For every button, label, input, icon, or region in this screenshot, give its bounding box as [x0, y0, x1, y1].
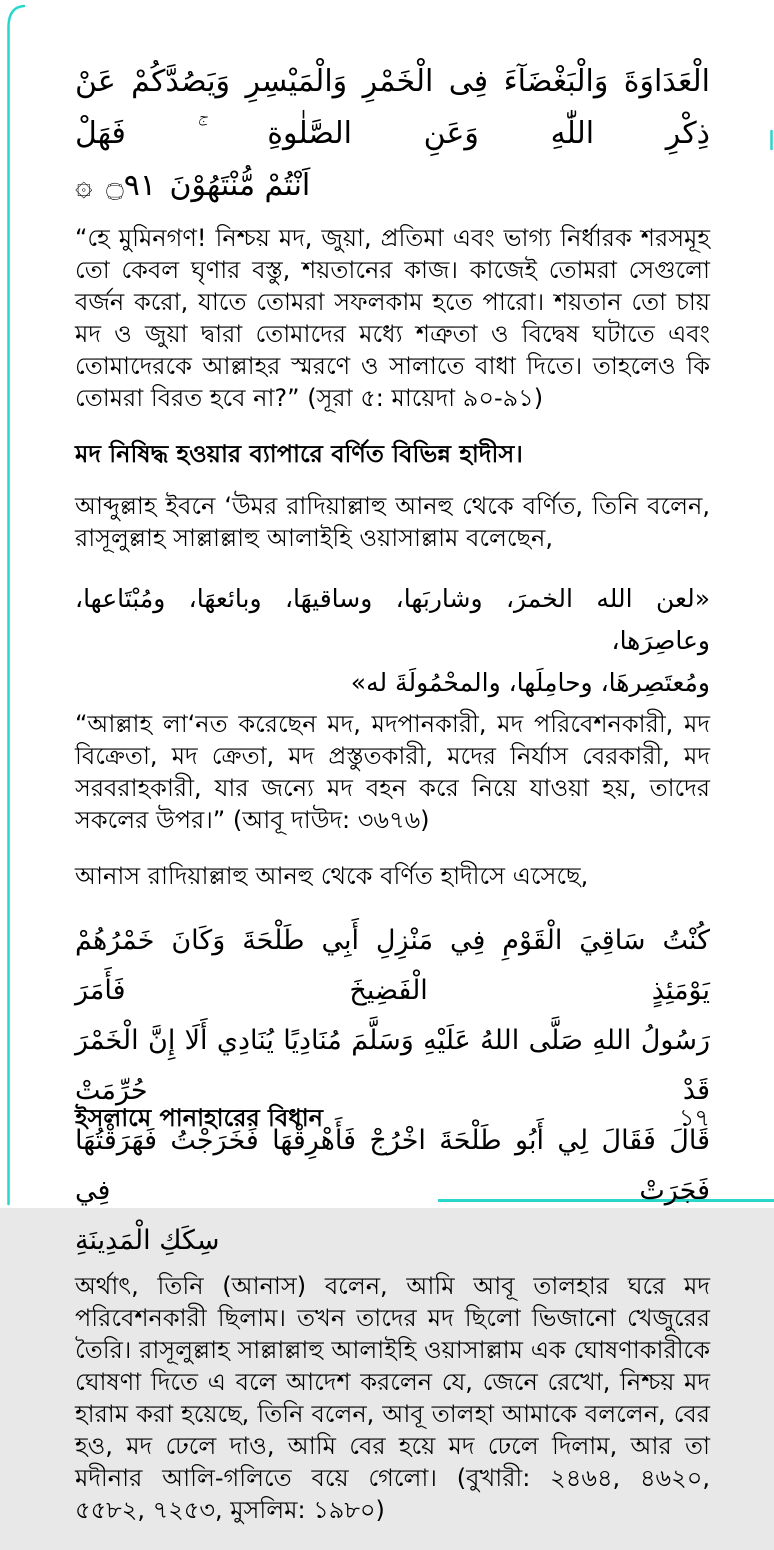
hadith2-narrator-intro: আনাস রাদিয়াল্লাহু আনহু থেকে বর্ণিত হাদীসে এসেছে, — [75, 861, 589, 890]
hadith2-translation: অর্থাৎ, তিনি (আনাস) বলেন, আমি আবূ তালহার ঘরে মদ পরিবেশনকারী ছিলাম। তখন তাদের মদ ছিলো ভিজানো খেজুরের তৈরি। রাসূলুল্লাহ সাল্লাল্লাহু আলাইহি ওয়াসাল্লাম এক ঘোষণাকারীকে ঘোষণা দিতে এ বলে আদেশ করলেন যে, জেনে রেখো, নিশ্চয় মদ হারাম করা হয়েছে, তিনি বলেন, আবূ তালহা আমাকে বললেন, বের হও, মদ ঢেলে দাও, আমি বের হয়ে মদ ঢেলে দিলাম, আর তা মদীনার আলি-গলিতে বয়ে গেলো। (বুখারী: ২৪৬৪, ৪৬২০, ৫৫৮২, ৭২৫৩, মুসলিম: ১৯৮০) — [75, 1271, 710, 1524]
hadith1-arabic-line-1: «لعن الله الخمرَ، وشاربَها، وساقيهَا، وبائعهَا، ومُبْتَاعها، وعاصِرَها، — [75, 583, 710, 655]
quran-arabic-line-1: الْعَدَاوَةَ وَالْبَغْضَآءَ فِى الْخَمْرِ وَالْمَيْسِرِ وَيَصُدَّكُمْ عَنْ ذِكْرِ اللّٰهِ وَعَنِ الصَّلٰوةِ ۚ فَهَلْ — [75, 64, 710, 151]
hadith1-arabic-line-2: ومُعتَصِرهَا، وحامِلَها، والمحْمُولَةَ له» — [350, 667, 710, 697]
page-number: ১৭ — [678, 1104, 710, 1132]
hadith1-narrator-intro: আব্দুল্লাহ ইবনে ‘উমর রাদিয়াল্লাহু আনহু থেকে বর্ণিত, তিনি বলেন, রাসূলুল্লাহ সাল্লাল্লাহু আলাইহি ওয়াসাল্লাম বলেছেন, — [75, 491, 710, 552]
quran-translation: “হে মুমিনগণ! নিশ্চয় মদ, জুয়া, প্রতিমা এবং ভাগ্য নির্ধারক শরসমূহ তো কেবল ঘৃণার বস্তু, শয়তানের কাজ। কাজেই তোমরা সেগুলো বর্জন করো, যাতে তোমরা সফলকাম হতে পারো। শয়তান তো চায় মদ ও জুয়া দ্বারা তোমাদের মধ্যে শত্রুতা ও বিদ্বেষ ঘটাতে এবং তোমাদেরকে আল্লাহর স্মরণে ও সালাতে বাধা দিতে। তাহলেও কি তোমরা বিরত হবে না?” (সূরা ৫: মায়েদা ৯০-৯১) — [75, 224, 710, 412]
hadith2-arabic-line-2: رَسُولُ اللهِ صَلَّى اللهُ عَلَيْهِ وَسَلَّمَ مُنَادِيًا يُنَادِي أَلَا إِنَّ الْخَمْرَ قَدْ حُرِّمَتْ — [75, 1024, 710, 1106]
running-title: ইসলামে পানাহারের বিধান — [75, 1104, 323, 1132]
hadith1-arabic — [75, 578, 710, 704]
hadith2-arabic — [75, 916, 710, 1266]
hadith2-arabic-line-3: قَالَ فَقَالَ لِي أَبُو طَلْحَةَ اخْرُجْ فَأَهْرِقْهَا فَخَرَجْتُ فَهَرَقْتُهَا فَجَرَتْ فِي — [75, 1124, 710, 1206]
hadith1-translation: “আল্লাহ লা‘নত করেছেন মদ, মদপানকারী, মদ পরিবেশনকারী, মদ বিক্রেতা, মদ ক্রেতা, মদ প্রস্তুতকারী, মদের নির্যাস বেরকারী, মদ সরবরাহকারী, যার জন্যে মদ বহন করে নিয়ে যাওয়া হয়, তাদের সকলের উপর।” (আবূ দাউদ: ৩৬৭৬) — [75, 709, 710, 834]
hadith2-arabic-line-4: سِكَكِ الْمَدِينَةِ — [75, 1224, 220, 1256]
page-content — [75, 0, 710, 1550]
hadith2-arabic-line-1: كُنْتُ سَاقِيَ الْقَوْمِ فِي مَنْزِلِ أَبِي طَلْحَةَ وَكَانَ خَمْرُهُمْ يَوْمَئِذٍ الْفَضِيخَ فَأَمَرَ — [75, 924, 710, 1006]
ayah-ornament-icon: ۞ — [75, 168, 93, 203]
ayah-end-marker: ۝٩١ — [106, 168, 156, 203]
quran-arabic-line-2 — [75, 160, 710, 212]
section-heading: মদ নিষিদ্ধ হওয়ার ব্যাপারে বর্ণিত বিভিন্ন হাদীস। — [75, 440, 523, 468]
quran-verse-arabic — [75, 56, 710, 212]
border-left-line — [9, 6, 25, 1204]
quran-arabic-line-2-text: اَنْتُمْ مُّنْتَهُوْنَ — [169, 168, 311, 203]
page-footer — [75, 1100, 710, 1140]
